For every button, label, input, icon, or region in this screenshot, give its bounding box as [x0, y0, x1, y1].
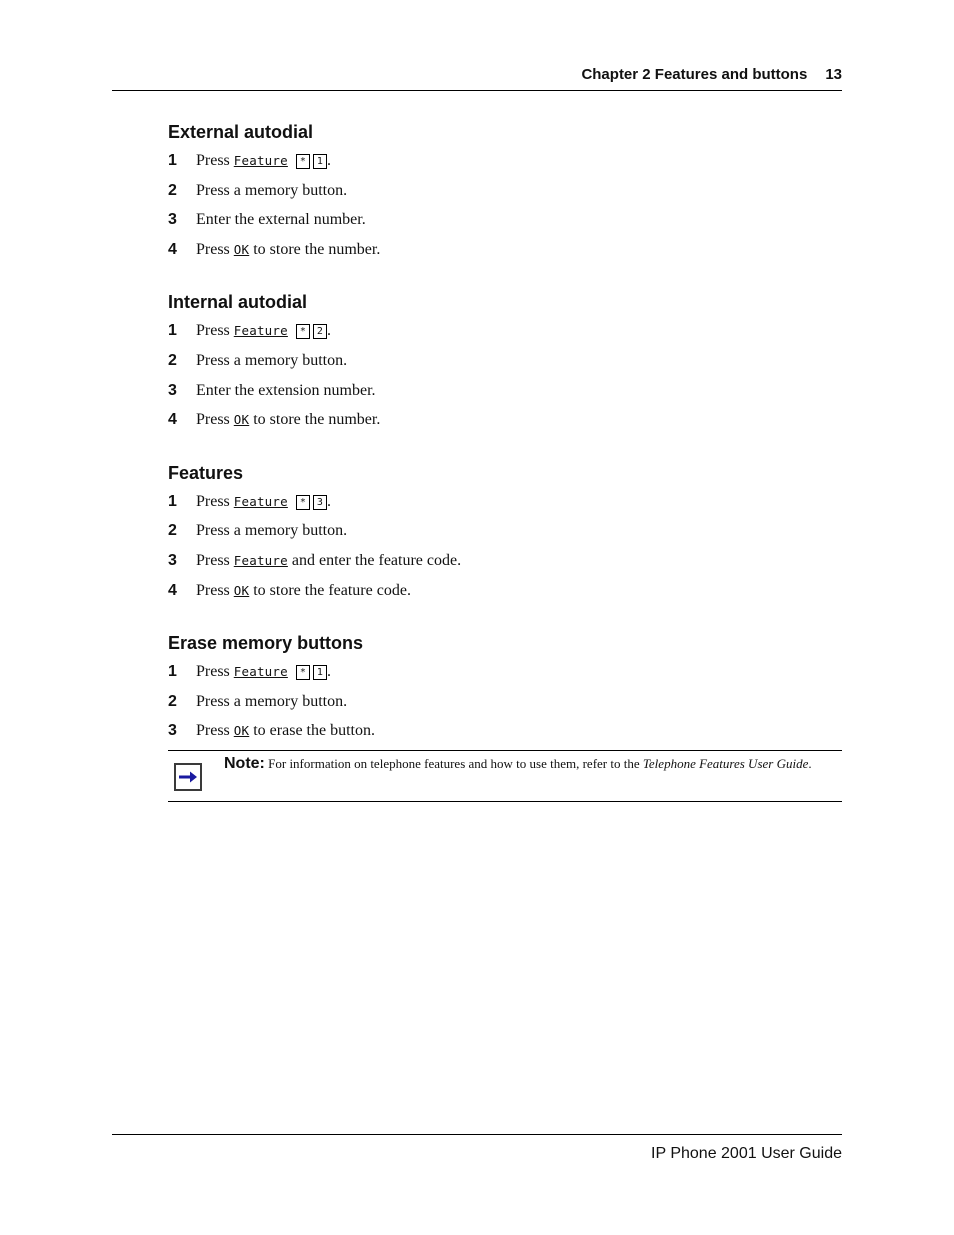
- softkey-label: OK: [233, 582, 250, 598]
- section-spacer: [168, 605, 842, 629]
- note-reference: Telephone Features User Guide: [642, 755, 809, 771]
- arrow-right-icon: [174, 763, 202, 791]
- step: [168, 346, 842, 376]
- step: [168, 405, 842, 435]
- step-number: 3: [168, 551, 177, 569]
- step-text-end: and enter the feature code.: [287, 551, 462, 569]
- note-box: [168, 750, 842, 802]
- section-heading: Features: [168, 462, 244, 483]
- section: [168, 118, 842, 264]
- step-text-end: to store the feature code.: [249, 581, 411, 599]
- dialpad-key: *: [296, 495, 310, 510]
- step-number: 3: [168, 722, 177, 740]
- chapter-title: Chapter 2 Features and buttons: [581, 66, 808, 83]
- step-number: 2: [168, 181, 177, 199]
- step-text: [196, 316, 331, 346]
- softkey-label: Feature: [233, 153, 288, 168]
- step-text-start: Press: [196, 722, 234, 740]
- step: [168, 716, 842, 746]
- softkey-label: Feature: [233, 493, 288, 509]
- step-text-start: Press: [196, 240, 234, 258]
- dialpad-key: *: [296, 324, 310, 339]
- section: [168, 288, 842, 434]
- step-text: [196, 146, 331, 176]
- dialpad-key: *: [296, 154, 310, 169]
- step-text-start: Press a memory button.: [196, 692, 348, 710]
- page-content: [168, 118, 842, 802]
- step: [168, 235, 842, 265]
- step-text-end: .: [326, 322, 331, 340]
- step-text-start: Press: [196, 322, 234, 340]
- step-text-end: to store the number.: [249, 411, 381, 429]
- step-text-start: Press: [196, 581, 234, 599]
- softkey-label: OK: [233, 723, 250, 739]
- step-text-start: Press a memory button.: [196, 181, 348, 199]
- step: [168, 146, 842, 176]
- section-heading: Internal autodial: [168, 292, 308, 313]
- page-header: [112, 66, 842, 91]
- step-text-start: Press: [196, 551, 234, 569]
- step-text-start: Press a memory button.: [196, 522, 348, 540]
- section-spacer: [168, 264, 842, 288]
- step-text: [196, 576, 411, 606]
- page-footer: [112, 1134, 842, 1163]
- step-number: 1: [168, 152, 177, 169]
- step-number: 2: [168, 692, 177, 710]
- page-number: 13: [825, 66, 842, 83]
- arrow-right-icon-glyph: [178, 770, 198, 784]
- dialpad-key: 1: [313, 154, 327, 169]
- step-text: [196, 687, 347, 717]
- step-text-end: to store the number.: [249, 240, 381, 258]
- step-number: 3: [168, 381, 177, 399]
- step-text-start: Press a memory button.: [196, 351, 348, 369]
- step-number: 4: [168, 411, 177, 429]
- section: [168, 629, 842, 746]
- step-text: [196, 346, 347, 376]
- section-spacer: [168, 435, 842, 459]
- step-number: 3: [168, 211, 177, 229]
- step-text-end: .: [326, 663, 331, 681]
- step: [168, 576, 842, 606]
- step-text: [196, 716, 375, 746]
- step-text-end: to erase the button.: [249, 722, 375, 740]
- step-number: 4: [168, 581, 177, 599]
- dialpad-key: 2: [313, 324, 327, 339]
- step-text-start: Press: [196, 411, 234, 429]
- step: [168, 487, 842, 517]
- step: [168, 176, 842, 206]
- note-end: .: [808, 755, 812, 771]
- step-text: [196, 235, 380, 265]
- step: [168, 546, 842, 576]
- section-heading: External autodial: [168, 122, 314, 142]
- step-number: 1: [168, 492, 177, 510]
- step-text-start: Press: [196, 663, 234, 681]
- guide-title: IP Phone 2001 User Guide: [651, 1145, 842, 1162]
- step: [168, 205, 842, 235]
- step: [168, 316, 842, 346]
- step-number: 1: [168, 663, 177, 681]
- note-text: [224, 755, 834, 773]
- note-body: For information on telephone features and how to use them, refer to the: [264, 755, 643, 771]
- step-text-start: Press: [196, 152, 234, 169]
- step-text: [196, 657, 331, 687]
- step-text-end: .: [326, 152, 331, 169]
- step: [168, 516, 842, 546]
- step-text-start: Enter the extension number.: [196, 381, 376, 399]
- step-text: [196, 487, 331, 517]
- step-text: [196, 546, 461, 576]
- step: [168, 657, 842, 687]
- step-number: 2: [168, 522, 177, 540]
- section: [168, 459, 842, 605]
- step-text-start: Press: [196, 492, 234, 510]
- step-text: [196, 405, 380, 435]
- softkey-label: Feature: [233, 323, 288, 339]
- softkey-label: OK: [233, 412, 250, 428]
- softkey-label: Feature: [233, 552, 288, 568]
- dialpad-key: 3: [313, 495, 327, 510]
- step-text: [196, 205, 366, 235]
- note-label: Note:: [224, 754, 265, 772]
- dialpad-key: 1: [313, 665, 327, 680]
- section-heading: Erase memory buttons: [168, 633, 364, 654]
- step: [168, 687, 842, 717]
- step-text: [196, 516, 347, 546]
- step-number: 4: [168, 240, 177, 258]
- softkey-label: OK: [233, 241, 250, 257]
- step: [168, 376, 842, 406]
- step-text: [196, 176, 347, 206]
- dialpad-key: *: [296, 665, 310, 680]
- step-number: 1: [168, 322, 177, 340]
- step-text-start: Enter the external number.: [196, 211, 366, 229]
- step-text: [196, 376, 376, 406]
- softkey-label: Feature: [233, 664, 288, 680]
- step-text-end: .: [326, 492, 331, 510]
- step-number: 2: [168, 351, 177, 369]
